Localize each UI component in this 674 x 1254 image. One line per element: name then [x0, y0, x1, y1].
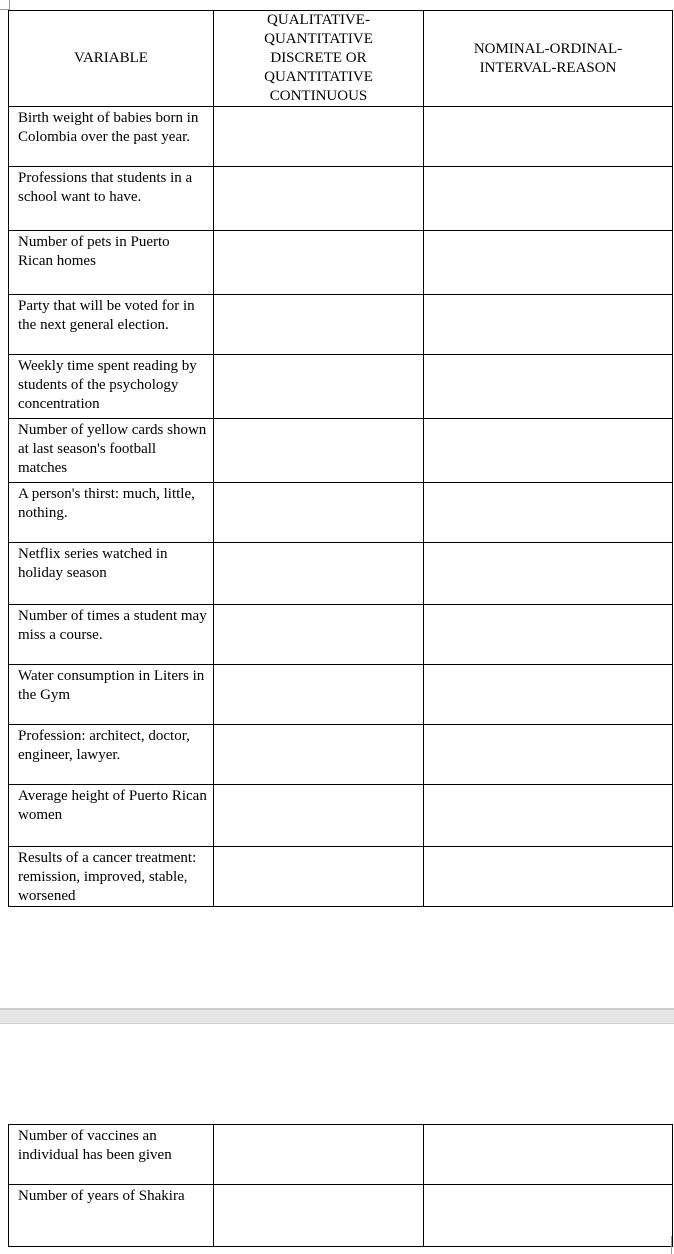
page-corner-mark — [0, 0, 10, 10]
variable-cell: Number of years of Shakira — [9, 1185, 214, 1247]
variable-cell: Weekly time spent reading by students of the psychology concentration — [9, 355, 214, 419]
type-header: QUALITATIVE-QUANTITATIVE DISCRETE OR QUANTITATIVE CONTINUOUS — [214, 11, 424, 107]
header-row — [9, 11, 673, 107]
scale-header: NOMINAL-ORDINAL-INTERVAL-REASON — [424, 11, 673, 107]
table-row — [9, 295, 673, 355]
variable-cell: Profession: architect, doctor, engineer, lawyer. — [9, 725, 214, 785]
type-answer-cell[interactable] — [214, 295, 424, 355]
variable-cell: Number of vaccines an individual has been given — [9, 1125, 214, 1185]
scale-answer-cell[interactable] — [424, 355, 673, 419]
variable-cell: Party that will be voted for in the next general election. — [9, 295, 214, 355]
variable-cell: Netflix series watched in holiday season — [9, 543, 214, 605]
table-row — [9, 231, 673, 295]
variable-cell: Number of times a student may miss a course. — [9, 605, 214, 665]
table-row — [9, 107, 673, 167]
type-answer-cell[interactable] — [214, 355, 424, 419]
scale-answer-cell[interactable] — [424, 419, 673, 483]
variable-cell: Results of a cancer treatment: remission, improved, stable, worsened — [9, 847, 214, 907]
type-answer-cell[interactable] — [214, 483, 424, 543]
scale-answer-cell[interactable] — [424, 1125, 673, 1185]
scale-answer-cell[interactable] — [424, 665, 673, 725]
table-row — [9, 785, 673, 847]
type-answer-cell[interactable] — [214, 231, 424, 295]
type-answer-cell[interactable] — [214, 785, 424, 847]
scale-answer-cell[interactable] — [424, 725, 673, 785]
scale-answer-cell[interactable] — [424, 167, 673, 231]
variable-header: VARIABLE — [9, 11, 214, 107]
type-answer-cell[interactable] — [214, 419, 424, 483]
type-answer-cell[interactable] — [214, 167, 424, 231]
scale-answer-cell[interactable] — [424, 543, 673, 605]
variable-cell: Average height of Puerto Rican women — [9, 785, 214, 847]
scale-answer-cell[interactable] — [424, 295, 673, 355]
table-row — [9, 725, 673, 785]
table-row — [9, 605, 673, 665]
scale-answer-cell[interactable] — [424, 847, 673, 907]
scale-answer-cell[interactable] — [424, 785, 673, 847]
type-answer-cell[interactable] — [214, 543, 424, 605]
type-answer-cell[interactable] — [214, 1125, 424, 1185]
scale-answer-cell[interactable] — [424, 1185, 673, 1247]
scale-answer-cell[interactable] — [424, 107, 673, 167]
variables-table — [8, 10, 673, 907]
variable-cell: Birth weight of babies born in Colombia over the past year. — [9, 107, 214, 167]
table-row — [9, 419, 673, 483]
table-row — [9, 483, 673, 543]
scale-answer-cell[interactable] — [424, 483, 673, 543]
variable-cell: Number of yellow cards shown at last season's football matches — [9, 419, 214, 483]
scale-answer-cell[interactable] — [424, 231, 673, 295]
type-answer-cell[interactable] — [214, 605, 424, 665]
page-edge-mark — [671, 1236, 672, 1254]
table-row — [9, 543, 673, 605]
table-row — [9, 1125, 673, 1185]
table-row — [9, 1185, 673, 1247]
table-row — [9, 167, 673, 231]
type-answer-cell[interactable] — [214, 107, 424, 167]
variable-cell: Number of pets in Puerto Rican homes — [9, 231, 214, 295]
table-row — [9, 355, 673, 419]
type-answer-cell[interactable] — [214, 1185, 424, 1247]
table-row — [9, 665, 673, 725]
page-break-divider — [0, 1008, 674, 1024]
type-answer-cell[interactable] — [214, 725, 424, 785]
variable-cell: Water consumption in Liters in the Gym — [9, 665, 214, 725]
scale-answer-cell[interactable] — [424, 605, 673, 665]
variables-table-continued — [8, 1124, 673, 1247]
type-answer-cell[interactable] — [214, 847, 424, 907]
variable-cell: A person's thirst: much, little, nothing. — [9, 483, 214, 543]
type-answer-cell[interactable] — [214, 665, 424, 725]
variable-cell: Professions that students in a school want to have. — [9, 167, 214, 231]
table-row — [9, 847, 673, 907]
